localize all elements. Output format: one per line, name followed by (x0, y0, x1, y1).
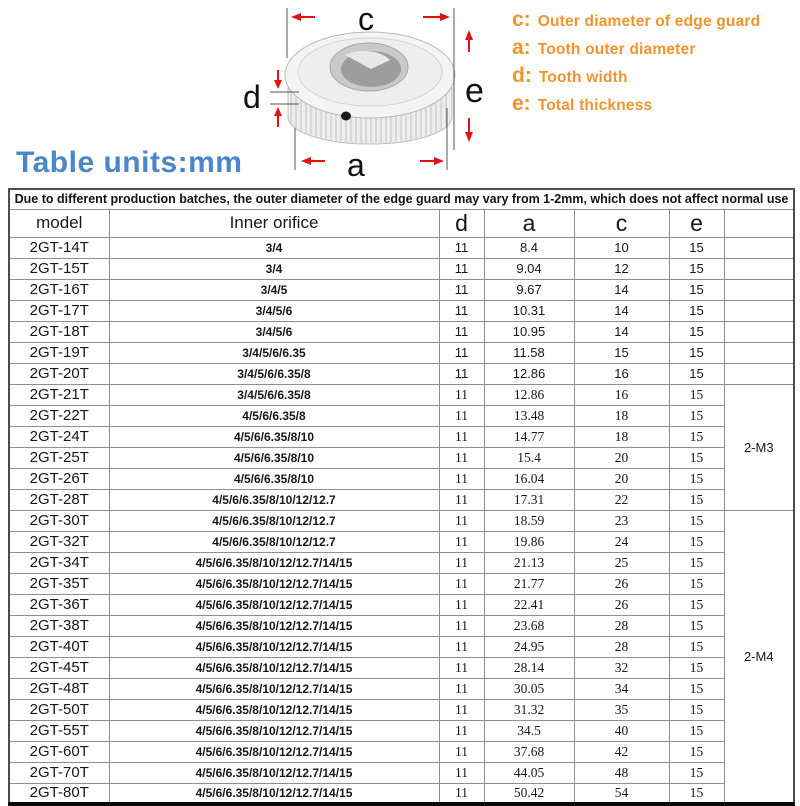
cell-inner: 3/4/5/6 (109, 321, 439, 342)
cell-d: 11 (439, 783, 484, 804)
cell-d: 11 (439, 594, 484, 615)
cell-e: 15 (669, 552, 724, 573)
d-arrow-down (274, 70, 282, 89)
cell-model: 2GT-32T (9, 531, 109, 552)
cell-d: 11 (439, 363, 484, 384)
cell-model: 2GT-18T (9, 321, 109, 342)
cell-c: 15 (574, 342, 669, 363)
cell-c: 54 (574, 783, 669, 804)
table-row (9, 237, 794, 258)
cell-inner: 4/5/6/6.35/8/10/12/12.7/14/15 (109, 615, 439, 636)
header-screw (724, 209, 794, 237)
cell-a: 15.4 (484, 447, 574, 468)
cell-inner: 4/5/6/6.35/8/10/12/12.7/14/15 (109, 657, 439, 678)
cell-d: 11 (439, 468, 484, 489)
cell-d: 11 (439, 531, 484, 552)
cell-e: 15 (669, 489, 724, 510)
cell-model: 2GT-48T (9, 678, 109, 699)
cell-c: 26 (574, 573, 669, 594)
cell-inner: 3/4 (109, 237, 439, 258)
cell-e: 15 (669, 657, 724, 678)
cell-c: 16 (574, 384, 669, 405)
cell-model: 2GT-50T (9, 699, 109, 720)
cell-a: 24.95 (484, 636, 574, 657)
cell-c: 40 (574, 720, 669, 741)
cell-e: 15 (669, 384, 724, 405)
cell-model: 2GT-26T (9, 468, 109, 489)
cell-d: 11 (439, 405, 484, 426)
e-arrow-down (465, 118, 473, 142)
table-row (9, 300, 794, 321)
cell-screw-empty (724, 258, 794, 279)
cell-inner: 4/5/6/6.35/8/10/12/12.7 (109, 531, 439, 552)
notice-text: Due to different production batches, the outer diameter of the edge guard may vary from 1-2mm, which does not affect normal use (9, 189, 794, 209)
cell-c: 28 (574, 636, 669, 657)
cell-inner: 4/5/6/6.35/8/10 (109, 468, 439, 489)
set-screw-dot (341, 112, 351, 121)
cell-screw-empty (724, 342, 794, 363)
table-row (9, 321, 794, 342)
cell-c: 14 (574, 321, 669, 342)
cell-d: 11 (439, 342, 484, 363)
cell-d: 11 (439, 657, 484, 678)
cell-d: 11 (439, 678, 484, 699)
cell-d: 11 (439, 636, 484, 657)
cell-a: 14.77 (484, 426, 574, 447)
cell-inner: 4/5/6/6.35/8/10/12/12.7/14/15 (109, 783, 439, 804)
cell-c: 14 (574, 300, 669, 321)
cell-inner: 3/4/5/6/6.35 (109, 342, 439, 363)
table-row (9, 552, 794, 573)
a-arrow-right (420, 157, 444, 165)
dim-label-c: c (358, 1, 374, 37)
table-row (9, 657, 794, 678)
header-d: d (439, 209, 484, 237)
dim-label-e: e (465, 72, 484, 110)
cell-inner: 4/5/6/6.35/8/10/12/12.7/14/15 (109, 594, 439, 615)
cell-e: 15 (669, 615, 724, 636)
cell-d: 11 (439, 762, 484, 783)
header-inner-orifice: Inner orifice (109, 209, 439, 237)
cell-e: 15 (669, 342, 724, 363)
cell-a: 19.86 (484, 531, 574, 552)
cell-a: 12.86 (484, 363, 574, 384)
cell-a: 10.31 (484, 300, 574, 321)
cell-d: 11 (439, 510, 484, 531)
table-row (9, 426, 794, 447)
cell-e: 15 (669, 636, 724, 657)
cell-e: 15 (669, 363, 724, 384)
cell-a: 23.68 (484, 615, 574, 636)
cell-c: 24 (574, 531, 669, 552)
cell-d: 11 (439, 489, 484, 510)
table-row (9, 636, 794, 657)
table-row (9, 447, 794, 468)
cell-e: 15 (669, 573, 724, 594)
cell-screw-empty (724, 363, 794, 384)
cell-a: 44.05 (484, 762, 574, 783)
legend-text-e: Total thickness (537, 97, 653, 114)
table-row (9, 258, 794, 279)
cell-screw-empty (724, 237, 794, 258)
d-arrow-up (274, 107, 282, 127)
table-row (9, 573, 794, 594)
table-row (9, 510, 794, 531)
cell-screw-spec: 2-M3 (724, 384, 794, 510)
legend-letter-d: d: (512, 64, 532, 87)
cell-e: 15 (669, 405, 724, 426)
cell-model: 2GT-70T (9, 762, 109, 783)
notice-row (9, 189, 794, 209)
cell-c: 18 (574, 426, 669, 447)
cell-a: 30.05 (484, 678, 574, 699)
cell-d: 11 (439, 447, 484, 468)
cell-e: 15 (669, 237, 724, 258)
cell-inner: 3/4/5/6 (109, 300, 439, 321)
cell-a: 31.32 (484, 699, 574, 720)
cell-model: 2GT-45T (9, 657, 109, 678)
header-model: model (9, 209, 109, 237)
cell-model: 2GT-28T (9, 489, 109, 510)
diagram-section (0, 0, 800, 188)
cell-a: 9.04 (484, 258, 574, 279)
cell-c: 22 (574, 489, 669, 510)
cell-c: 23 (574, 510, 669, 531)
cell-d: 11 (439, 741, 484, 762)
cell-d: 11 (439, 720, 484, 741)
header-e: e (669, 209, 724, 237)
cell-d: 11 (439, 237, 484, 258)
cell-model: 2GT-21T (9, 384, 109, 405)
cell-model: 2GT-24T (9, 426, 109, 447)
cell-c: 26 (574, 594, 669, 615)
cell-c: 20 (574, 447, 669, 468)
cell-model: 2GT-80T (9, 783, 109, 804)
cell-model: 2GT-35T (9, 573, 109, 594)
cell-d: 11 (439, 258, 484, 279)
legend-text-d: Tooth width (538, 69, 628, 86)
cell-e: 15 (669, 699, 724, 720)
cell-e: 15 (669, 762, 724, 783)
cell-model: 2GT-20T (9, 363, 109, 384)
cell-d: 11 (439, 384, 484, 405)
cell-c: 20 (574, 468, 669, 489)
table-row (9, 531, 794, 552)
cell-model: 2GT-22T (9, 405, 109, 426)
c-arrow-left (291, 13, 315, 21)
cell-a: 37.68 (484, 741, 574, 762)
table-row (9, 783, 794, 804)
table-row (9, 489, 794, 510)
table-row (9, 741, 794, 762)
cell-inner: 4/5/6/6.35/8 (109, 405, 439, 426)
cell-d: 11 (439, 573, 484, 594)
table-row (9, 699, 794, 720)
cell-a: 9.67 (484, 279, 574, 300)
cell-e: 15 (669, 720, 724, 741)
legend-letter-a: a: (512, 36, 531, 59)
cell-inner: 4/5/6/6.35/8/10/12/12.7/14/15 (109, 636, 439, 657)
c-arrow-right (423, 13, 450, 21)
cell-a: 22.41 (484, 594, 574, 615)
cell-c: 34 (574, 678, 669, 699)
dim-label-d: d (243, 79, 261, 115)
cell-e: 15 (669, 279, 724, 300)
legend-item-a (512, 38, 800, 59)
cell-d: 11 (439, 552, 484, 573)
cell-c: 12 (574, 258, 669, 279)
cell-e: 15 (669, 426, 724, 447)
cell-inner: 4/5/6/6.35/8/10/12/12.7/14/15 (109, 741, 439, 762)
cell-d: 11 (439, 699, 484, 720)
cell-inner: 4/5/6/6.35/8/10/12/12.7/14/15 (109, 699, 439, 720)
cell-a: 34.5 (484, 720, 574, 741)
cell-c: 16 (574, 363, 669, 384)
cell-a: 18.59 (484, 510, 574, 531)
cell-screw-empty (724, 321, 794, 342)
table-row (9, 468, 794, 489)
spec-table (8, 188, 795, 806)
cell-inner: 4/5/6/6.35/8/10/12/12.7 (109, 489, 439, 510)
cell-inner: 4/5/6/6.35/8/10/12/12.7/14/15 (109, 573, 439, 594)
cell-d: 11 (439, 300, 484, 321)
cell-a: 11.58 (484, 342, 574, 363)
cell-c: 48 (574, 762, 669, 783)
cell-model: 2GT-16T (9, 279, 109, 300)
cell-a: 50.42 (484, 783, 574, 804)
cell-inner: 4/5/6/6.35/8/10/12/12.7/14/15 (109, 678, 439, 699)
cell-inner: 4/5/6/6.35/8/10/12/12.7/14/15 (109, 762, 439, 783)
cell-d: 11 (439, 321, 484, 342)
cell-e: 15 (669, 468, 724, 489)
table-row (9, 762, 794, 783)
cell-d: 11 (439, 615, 484, 636)
cell-c: 42 (574, 741, 669, 762)
cell-model: 2GT-36T (9, 594, 109, 615)
cell-inner: 4/5/6/6.35/8/10 (109, 426, 439, 447)
cell-a: 28.14 (484, 657, 574, 678)
cell-model: 2GT-15T (9, 258, 109, 279)
cell-e: 15 (669, 594, 724, 615)
table-row (9, 405, 794, 426)
table-row (9, 279, 794, 300)
cell-e: 15 (669, 258, 724, 279)
cell-a: 8.4 (484, 237, 574, 258)
cell-c: 14 (574, 279, 669, 300)
legend-letter-c: c: (512, 8, 531, 31)
cell-d: 11 (439, 426, 484, 447)
header-a: a (484, 209, 574, 237)
header-c: c (574, 209, 669, 237)
legend-item-d (512, 66, 800, 87)
legend-letter-e: e: (512, 92, 531, 115)
cell-inner: 4/5/6/6.35/8/10/12/12.7/14/15 (109, 552, 439, 573)
cell-a: 12.86 (484, 384, 574, 405)
cell-model: 2GT-30T (9, 510, 109, 531)
table-row (9, 594, 794, 615)
cell-a: 21.77 (484, 573, 574, 594)
cell-screw-empty (724, 279, 794, 300)
cell-c: 35 (574, 699, 669, 720)
dim-label-a: a (347, 147, 365, 183)
table-row (9, 615, 794, 636)
cell-e: 15 (669, 531, 724, 552)
cell-e: 15 (669, 678, 724, 699)
pulley-diagram-image (225, 0, 505, 186)
cell-c: 18 (574, 405, 669, 426)
cell-inner: 4/5/6/6.35/8/10 (109, 447, 439, 468)
cell-inner: 3/4/5 (109, 279, 439, 300)
table-row (9, 384, 794, 405)
cell-a: 16.04 (484, 468, 574, 489)
cell-inner: 4/5/6/6.35/8/10/12/12.7/14/15 (109, 720, 439, 741)
cell-c: 32 (574, 657, 669, 678)
legend-item-e (512, 94, 800, 115)
table-row (9, 678, 794, 699)
cell-model: 2GT-55T (9, 720, 109, 741)
cell-inner: 3/4 (109, 258, 439, 279)
table-row (9, 342, 794, 363)
cell-e: 15 (669, 447, 724, 468)
cell-model: 2GT-25T (9, 447, 109, 468)
cell-a: 17.31 (484, 489, 574, 510)
cell-c: 10 (574, 237, 669, 258)
legend-text-a: Tooth outer diameter (537, 41, 696, 58)
cell-screw-spec: 2-M4 (724, 510, 794, 804)
dimension-legend (512, 10, 800, 122)
cell-model: 2GT-34T (9, 552, 109, 573)
cell-c: 28 (574, 615, 669, 636)
cell-d: 11 (439, 279, 484, 300)
cell-a: 10.95 (484, 321, 574, 342)
cell-model: 2GT-17T (9, 300, 109, 321)
header-row (9, 209, 794, 237)
cell-model: 2GT-38T (9, 615, 109, 636)
table-row (9, 720, 794, 741)
cell-inner: 3/4/5/6/6.35/8 (109, 384, 439, 405)
table-row (9, 363, 794, 384)
legend-item-c (512, 10, 800, 31)
cell-c: 25 (574, 552, 669, 573)
cell-e: 15 (669, 300, 724, 321)
cell-inner: 3/4/5/6/6.35/8 (109, 363, 439, 384)
cell-e: 15 (669, 510, 724, 531)
cell-inner: 4/5/6/6.35/8/10/12/12.7 (109, 510, 439, 531)
cell-e: 15 (669, 783, 724, 804)
legend-text-c: Outer diameter of edge guard (537, 13, 761, 30)
a-arrow-left (301, 157, 325, 165)
cell-model: 2GT-19T (9, 342, 109, 363)
cell-e: 15 (669, 321, 724, 342)
cell-model: 2GT-40T (9, 636, 109, 657)
e-arrow-up (465, 30, 473, 52)
cell-a: 21.13 (484, 552, 574, 573)
cell-a: 13.48 (484, 405, 574, 426)
units-label: Table units:mm (16, 146, 243, 179)
cell-screw-empty (724, 300, 794, 321)
cell-e: 15 (669, 741, 724, 762)
cell-model: 2GT-60T (9, 741, 109, 762)
cell-model: 2GT-14T (9, 237, 109, 258)
